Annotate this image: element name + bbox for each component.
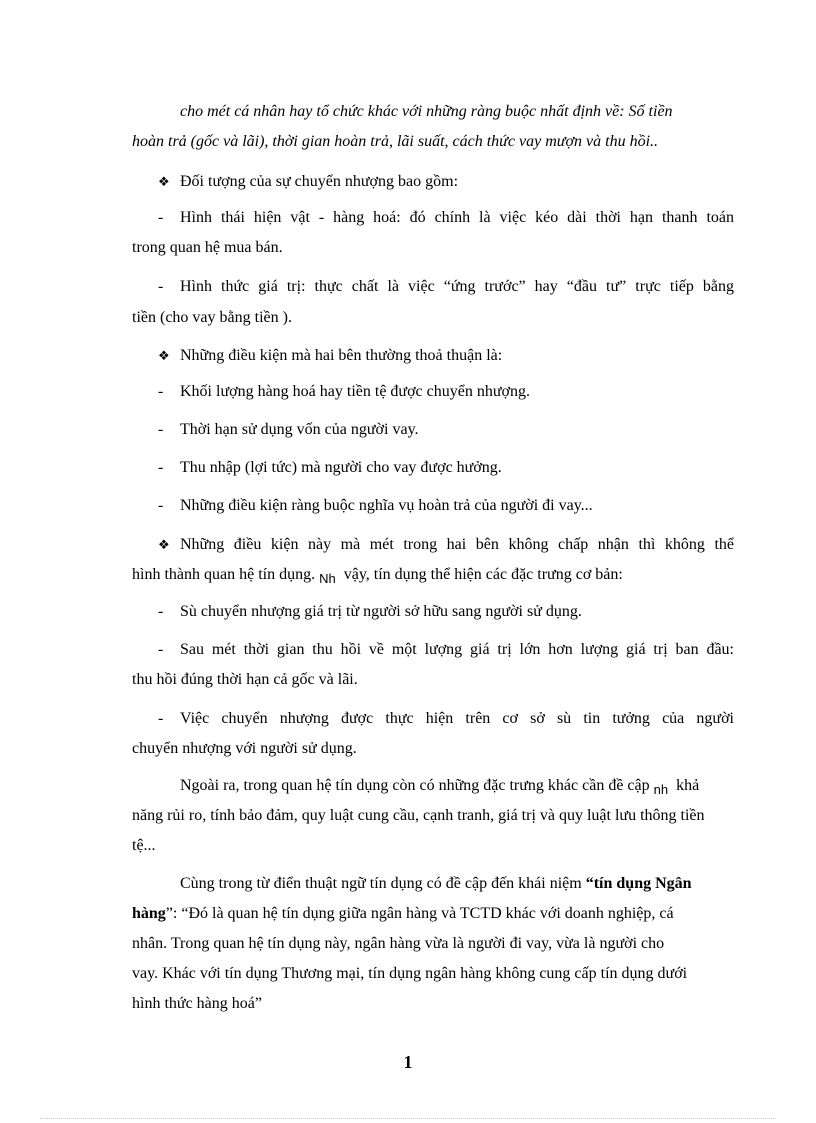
diamond-bullet-icon: ❖: [158, 537, 170, 552]
text-line: Cùng trong từ điển thuật ngữ tín dụng có đề cập đến khái niệm “tín dụng Ngân: [180, 875, 692, 892]
dash-item: - Sau mét thời gian thu hồi về một lượng giá trị lớn hơn lượng giá trị ban đầu:: [158, 641, 734, 658]
text-line: hình thành quan hệ tín dụng. Nh vậy, tín dụng thể hiện các đặc trưng cơ bản:: [132, 566, 623, 586]
text-line: thu hồi đúng thời hạn cả gốc và lãi.: [132, 671, 358, 688]
dash-item: - Sù chuyển nhượng giá trị từ người sở hữu sang người sử dụng.: [158, 603, 582, 620]
text-line: năng rủi ro, tính bảo đảm, quy luật cung cầu, cạnh tranh, giá trị và quy luật lưu thông tiền: [132, 807, 705, 824]
dash-item: - Việc chuyển nhượng được thực hiện trên cơ sở sù tin tưởng của người: [158, 710, 734, 727]
text-line: hình thức hàng hoá”: [132, 995, 262, 1012]
text-line: Ngoài ra, trong quan hệ tín dụng còn có những đặc trưng khác cần đề cập nh khả: [180, 777, 700, 797]
bullet-heading: ❖ Đối tượng của sự chuyển nhượng bao gồm:: [158, 173, 459, 190]
text-line: cho mét cá nhân hay tổ chức khác với những ràng buộc nhất định về: Số tiền: [180, 103, 673, 120]
diamond-bullet-icon: ❖: [158, 174, 170, 189]
text-line: tệ...: [132, 837, 156, 854]
dash-item: - Thu nhập (lợi tức) mà người cho vay được hưởng.: [158, 459, 502, 476]
page-number: 1: [403, 1052, 413, 1072]
text-line: tiền (cho vay bằng tiền ).: [132, 309, 292, 326]
bullet-paragraph: ❖ Những điều kiện này mà mét trong hai bên không chấp nhận thì không thể: [158, 536, 734, 553]
text-line: chuyển nhượng với người sử dụng.: [132, 740, 357, 757]
dash-item: - Những điều kiện ràng buộc nghĩa vụ hoàn trả của người đi vay...: [158, 497, 593, 514]
dash-item: - Khối lượng hàng hoá hay tiền tệ được chuyển nhượng.: [158, 383, 530, 400]
dash-item: - Hình thái hiện vật - hàng hoá: đó chính là việc kéo dài thời hạn thanh toán: [158, 209, 734, 226]
bullet-heading: ❖ Những điều kiện mà hai bên thường thoả thuận là:: [158, 347, 503, 364]
text-line: vay. Khác với tín dụng Thương mại, tín dụng ngân hàng không cung cấp tín dụng dưới: [132, 965, 688, 982]
text-line: hàng”: “Đó là quan hệ tín dụng giữa ngân hàng và TCTD khác với doanh nghiệp, cá: [132, 905, 674, 922]
text-line: hoàn trả (gốc và lãi), thời gian hoàn trả, lãi suất, cách thức vay mượn và thu hồi..: [132, 133, 659, 150]
page-bottom-divider: [40, 1118, 776, 1119]
dash-item: - Thời hạn sử dụng vốn của người vay.: [158, 421, 419, 438]
dash-item: - Hình thức giá trị: thực chất là việc “ứng trước” hay “đầu tư” trực tiếp bằng: [158, 278, 734, 295]
text-line: nhân. Trong quan hệ tín dụng này, ngân hàng vừa là người đi vay, vừa là người cho: [132, 935, 665, 952]
diamond-bullet-icon: ❖: [158, 348, 170, 363]
text-line: trong quan hệ mua bán.: [132, 239, 283, 256]
